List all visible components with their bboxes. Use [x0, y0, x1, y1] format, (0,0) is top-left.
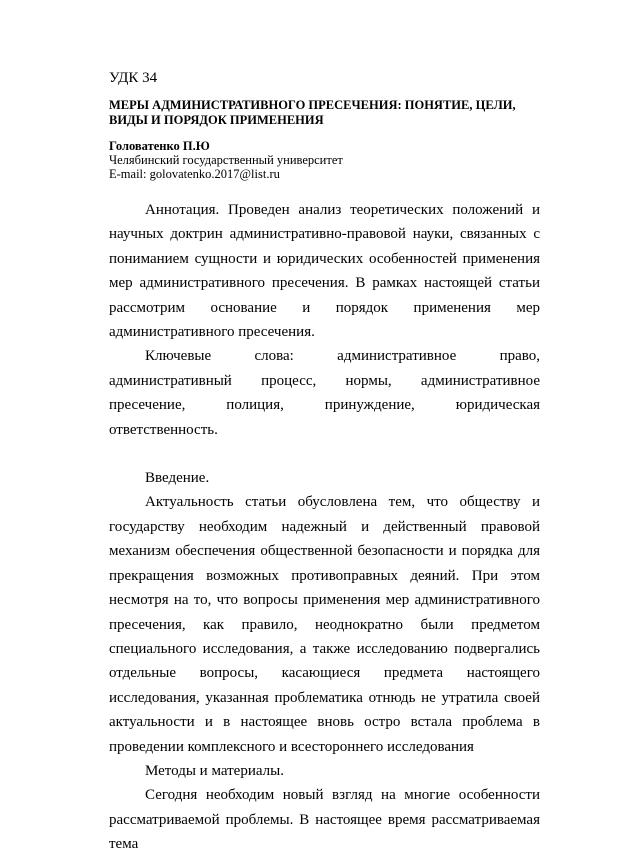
intro-heading: Введение. [145, 470, 210, 487]
article-body [109, 198, 540, 857]
intro-paragraph: Актуальность статьи обусловлена тем, что обществу и государству необходим надежный и действенный правовой механизм обеспечения общественной безопасности и порядка для прекращения возможных противоправных деяний. При этом несмотря на то, что вопросы применения мер административного пресечения, как правило, неоднократно были предметом специального исследования, а также исследованию подвергались отдельные вопросы, касающиеся предмета настоящего исследования, указанная проблематика отнюдь не утратила своей актуальности и в настоящее вновь остро встала проблема в проведении комплексного и всестороннего исследования [109, 494, 540, 755]
article-title: МЕРЫ АДМИНИСТРАТИВНОГО ПРЕСЕЧЕНИЯ: ПОНЯТИЕ, ЦЕЛИ, ВИДЫ И ПОРЯДОК ПРИМЕНЕНИЯ [109, 98, 516, 127]
methods-heading: Методы и материалы. [145, 762, 284, 779]
author-email: E-mail: golovatenko.2017@list.ru [109, 167, 280, 181]
keywords-paragraph: Ключевые слова: административное право, административный процесс, нормы, административное пресечение, полиция, принуждение, юридическая ответственность. [109, 348, 540, 438]
methods-paragraph: Сегодня необходим новый взгляд на многие особенности рассматриваемой проблемы. В настоящее время рассматриваемая тема [109, 787, 540, 853]
author-block [109, 139, 343, 181]
author-affiliation: Челябинский государственный университет [109, 153, 343, 167]
udk-code: УДК 34 [109, 70, 158, 86]
annotation-paragraph: Аннотация. Проведен анализ теоретических положений и научных доктрин административно-правовой науки, связанных с пониманием сущности и юридических особенностей применения мер административного пресечения. В рамках настоящей статьи рассмотрим основание и порядок применения мер административного пресечения. [109, 202, 540, 341]
author-name: Головатенко П.Ю [109, 139, 210, 153]
